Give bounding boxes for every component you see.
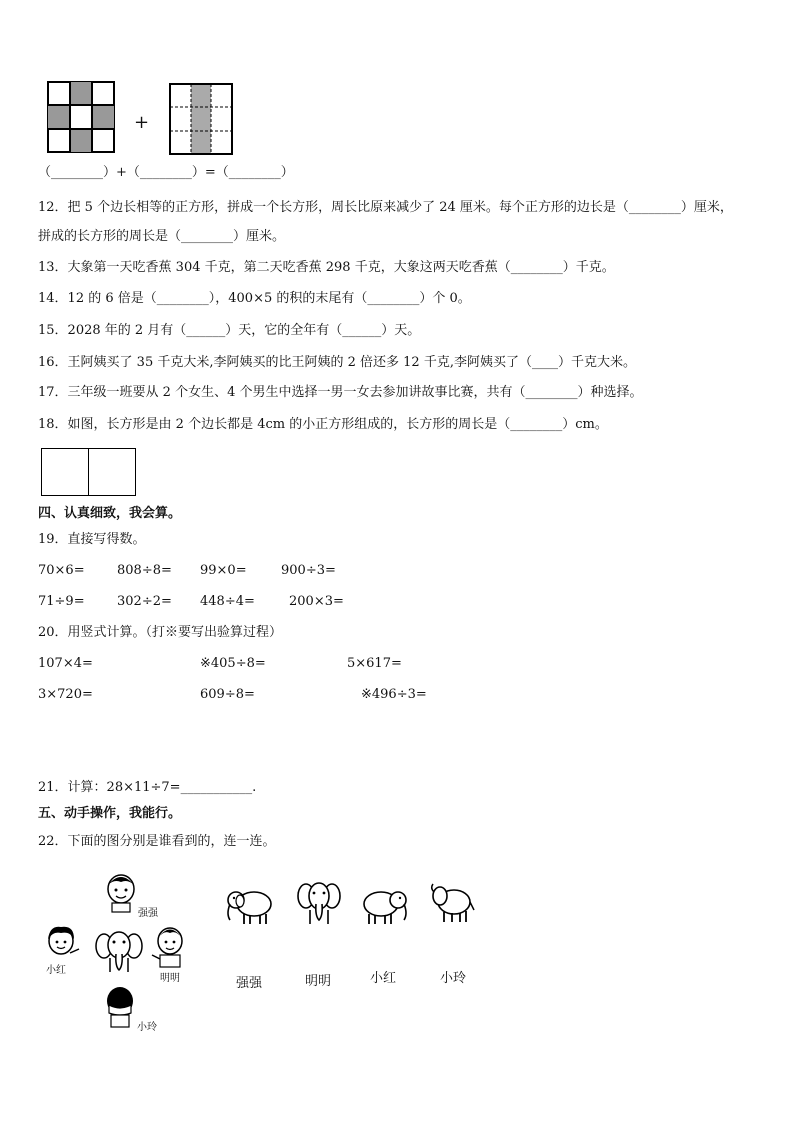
q17: 17．三年级一班要从 2 个女生、4 个男生中选择一男一女去参加讲故事比赛，共有（________）种选择。 [38, 385, 643, 400]
q20-item: ※405÷8= [200, 656, 266, 671]
view-label: 强强 [236, 976, 263, 991]
q18: 18．如图，长方形是由 2 个边长都是 4cm 的小正方形组成的，长方形的周长是（________）cm。 [38, 417, 608, 432]
q16: 16．王阿姨买了 35 千克大米,李阿姨买的比王阿姨的 2 倍还多 12 千克,李阿姨买了（____）千克大米。 [38, 355, 636, 370]
elephant-front-icon [96, 928, 142, 974]
section-5-heading: 五、动手操作，我能行。 [38, 806, 182, 821]
observer-label-qiangqiang: 强强 [138, 908, 158, 919]
dashed-grid-figure [170, 84, 232, 154]
section-4-heading: 四、认真细致，我会算。 [38, 506, 182, 521]
q14: 14．12 的 6 倍是（________），400×5 的积的末尾有（________）个 0。 [38, 291, 471, 306]
elephant-side-left-icon [224, 888, 274, 926]
observer-label-xiaoling: 小玲 [137, 1022, 157, 1033]
q19-item: 70×6= [38, 563, 85, 578]
q20-title: 20．用竖式计算。（打※要写出验算过程） [38, 625, 283, 640]
view-label: 明明 [305, 974, 332, 989]
observer-label-mingming: 明明 [160, 973, 180, 984]
shaded-grid-figure [48, 82, 114, 152]
q20-item: 107×4= [38, 656, 93, 671]
q21[interactable]: 21．计算：28×11÷7=___________. [38, 780, 257, 795]
q15: 15．2028 年的 2 月有（______）天，它的全年有（______）天。 [38, 323, 421, 338]
q12-line1: 12．把 5 个边长相等的正方形，拼成一个长方形，周长比原来减少了 24 厘米。每个正方形的边长是（________）厘米， [38, 200, 733, 215]
view-label: 小红 [370, 971, 397, 986]
child-face-icon [104, 873, 138, 913]
q13: 13．大象第一天吃香蕉 304 千克，第二天吃香蕉 298 千克，大象这两天吃香蕉（________）千克。 [38, 260, 615, 275]
q20-item: ※496÷3= [361, 687, 427, 702]
child-back-icon [103, 985, 137, 1029]
q19-item: 71÷9= [38, 594, 85, 609]
elephant-back-icon [430, 884, 474, 924]
q22-title: 22．下面的图分别是谁看到的，连一连。 [38, 834, 276, 849]
view-label: 小玲 [440, 971, 467, 986]
q11-answer-line[interactable]: （________）+（________）=（________） [38, 165, 294, 180]
two-square-rectangle [41, 448, 136, 496]
q19-item: 448÷4= [200, 594, 255, 609]
q20-item: 609÷8= [200, 687, 255, 702]
q19-item: 200×3= [289, 594, 344, 609]
q19-title: 19．直接写得数。 [38, 532, 146, 547]
elephant-side-right-icon [361, 888, 409, 926]
elephant-front-icon [298, 880, 340, 926]
observer-label-xiaohong: 小红 [46, 965, 66, 976]
q19-item: 808÷8= [117, 563, 172, 578]
q19-item: 302÷2= [117, 594, 172, 609]
child-face-icon [44, 925, 80, 965]
q19-item: 900÷3= [281, 563, 336, 578]
plus-sign: + [134, 112, 150, 133]
q19-item: 99×0= [200, 563, 247, 578]
q20-item: 3×720= [38, 687, 93, 702]
child-face-icon [150, 925, 186, 969]
q12-line2: 拼成的长方形的周长是（________）厘米。 [38, 229, 286, 244]
q20-item: 5×617= [347, 656, 402, 671]
